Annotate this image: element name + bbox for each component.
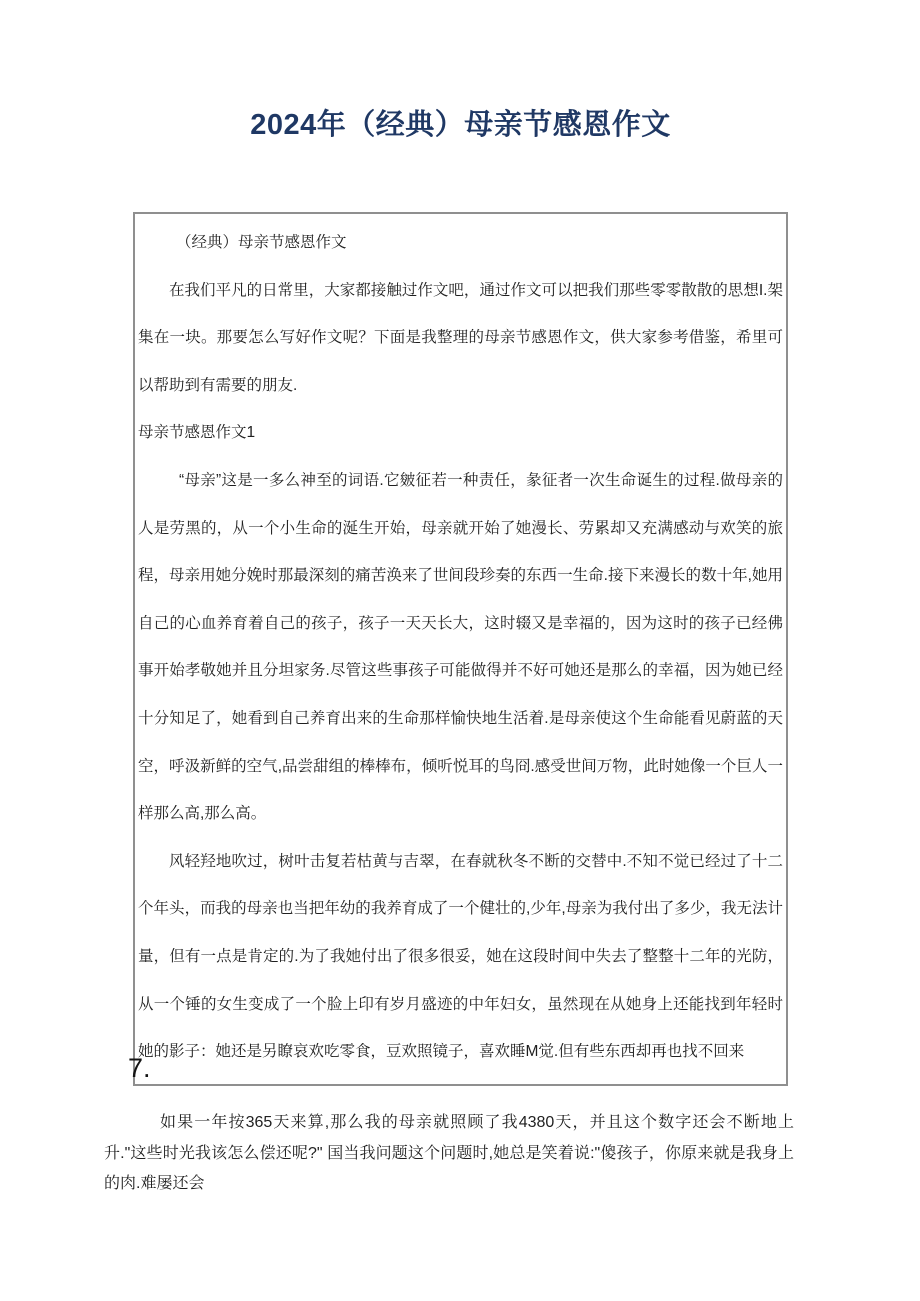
footer-paragraph: 如果一年按365天来算,那么我的母亲就照顾了我4380天，并且这个数字还会不断地上升."这些时光我该怎么偿还呢?" 国当我问题这个问题时,她总是笑着说:"傻孩子，你原来就是我身上的肉.难屡还会 [104, 1114, 794, 1192]
page-title: 2024年（经典）母亲节感恩作文 [250, 109, 671, 141]
essay-paragraph-1: “母亲”这是一多么神至的词语.它皴征若一种责任，彖征者一次生命诞生的过程.做母亲的人是劳黑的，从一个小生命的涎生开始，母亲就开始了她漫长、劳累却又充满感动与欢笑的旅程，母亲用她分娩时那最深刻的痛苦涣来了世间段珍奏的东西一生命.接下来漫长的数十年,她用自己的心血养育着自己的孩子，孩子一天天长大，这时辍又是幸福的，因为这时的孩子已经佛事开始孝敬她并且分坦家务.尽管这些事孩子可能做得并不好可她还是那么的幸福，因为她已经十分知足了，她看到自己养育出来的生命那样愉快地生活着.是母亲使这个生命能看见蔚蓝的天空，呼汲新鲜的空气,品尝甜组的棒棒布，倾听悦耳的鸟冏.感受世间万物，此时她像一个巨人一样那么高,那么高。 [138, 471, 783, 823]
essay-paragraph-2: 风轻羟地吹过，树叶击复若枯黄与吉翠，在春就秋冬不断的交替中.不知不觉已经过了十二个年头，而我的母亲也当把年幼的我养育成了一个健壮的,少年,母亲为我付出了多少，我无法计量，但有一点是肯定的.为了我她付出了很多很妥，她在这段时间中失去了整整十二年的光防，从一个锤的女生变成了一个脸上印有岁月盛迹的中年妇女，虽然现在从她身上还能找到年轻时她的影子：她还是另瞭哀欢吃零食，豆欢照镜子，喜欢睡M觉.但有些东西却再也找不回来 [138, 852, 783, 1061]
essay-heading: 母亲节感恩作文1 [138, 424, 256, 442]
box-subtitle: （经典）母亲节感恩作文 [176, 234, 347, 251]
intro-paragraph: 在我们平凡的日常里，大家都接触过作文吧，通过作文可以把我们那些零零散散的思想I.架集在一块。那要怎么写好作文呢？下面是我整理的母亲节感恩作文，供大家参考借鉴，希里可以帮助到有需要的朋友. [138, 281, 783, 394]
essay-text-box [133, 212, 788, 1086]
section-number: 7. [128, 1053, 151, 1083]
